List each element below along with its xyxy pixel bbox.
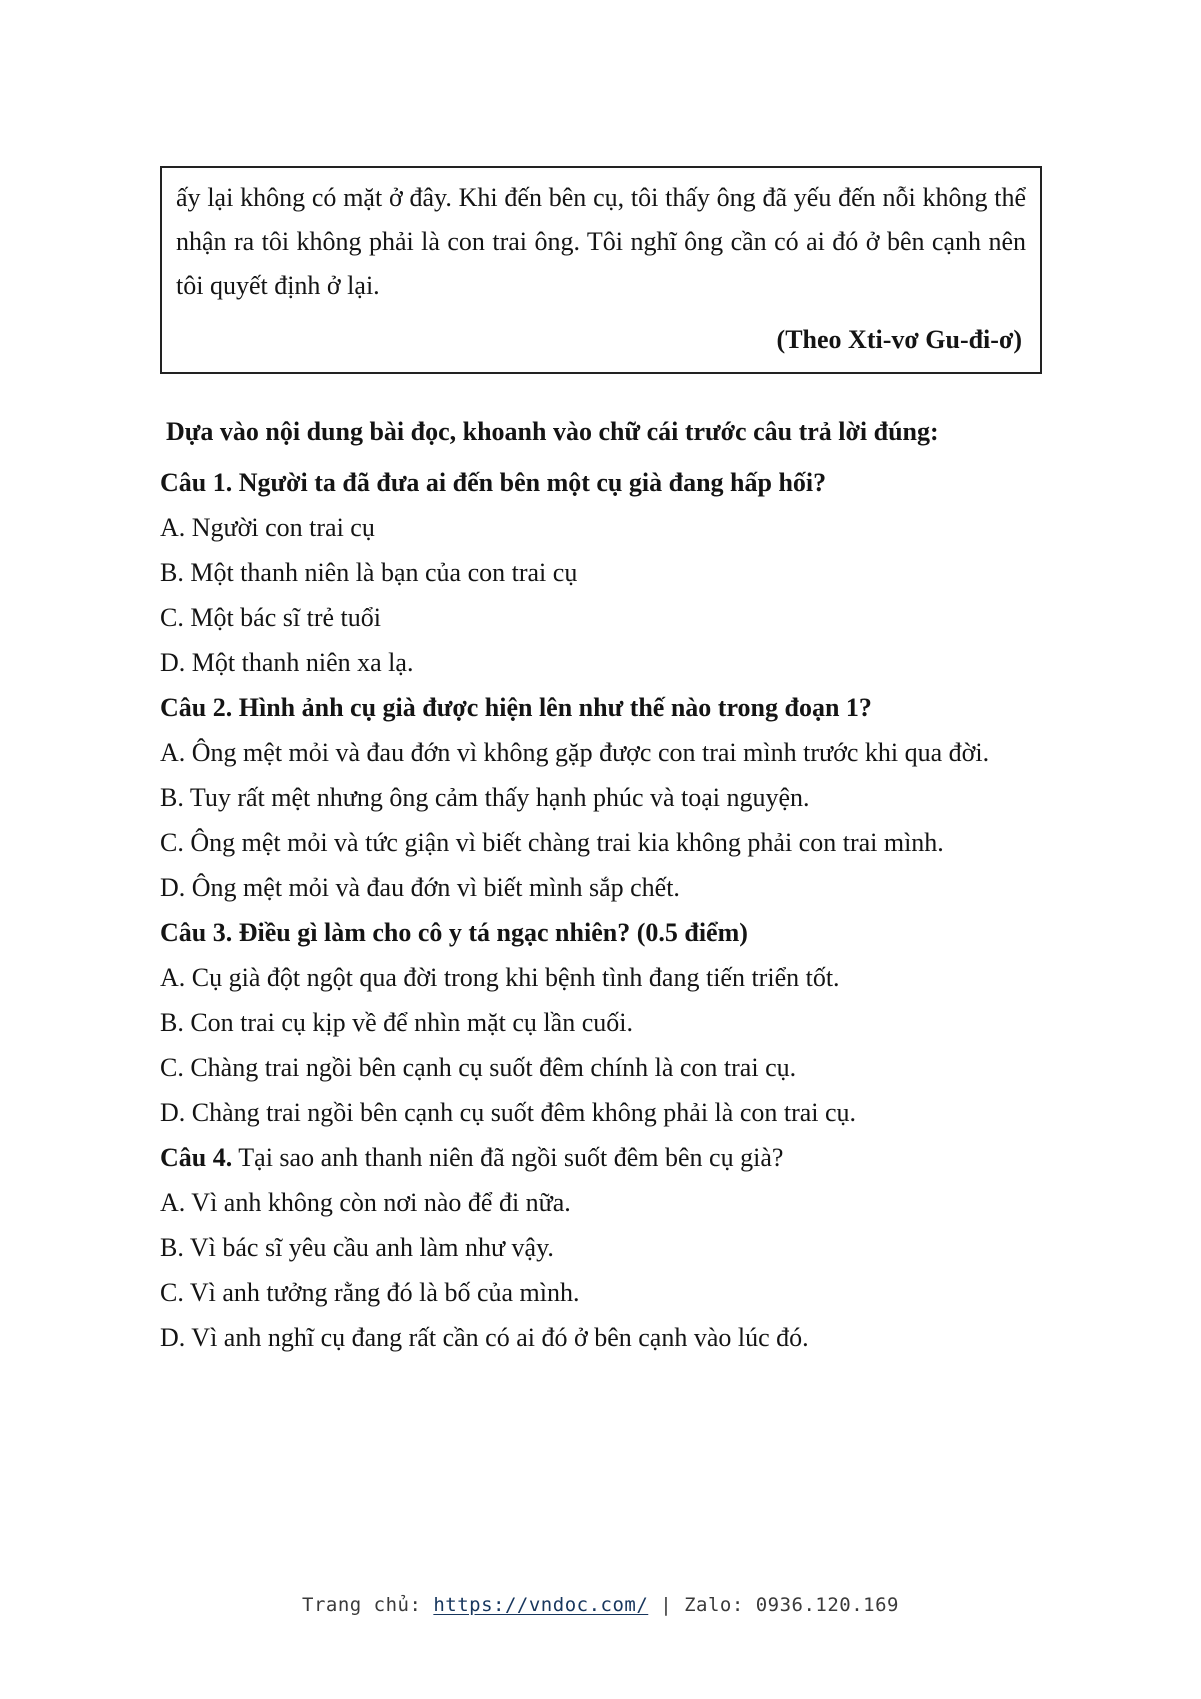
question-heading [160,1135,1042,1180]
passage-box [160,166,1042,374]
question-heading [160,685,1042,730]
question-label: Câu 3. [160,918,233,947]
question-block [160,460,1042,685]
answer-option: C. Một bác sĩ trẻ tuổi [160,603,381,632]
passage-attribution: (Theo Xti-vơ Gu-đi-ơ) [776,325,1022,354]
document-content [160,166,1042,1360]
instruction-text: Dựa vào nội dung bài đọc, khoanh vào chữ cái trước câu trả lời đúng: [166,417,939,446]
answer-option: C. Chàng trai ngồi bên cạnh cụ suốt đêm chính là con trai cụ. [160,1053,797,1082]
footer-zalo-label: | Zalo: 0936.120.169 [648,1594,899,1616]
answer-option: D. Vì anh nghĩ cụ đang rất cần có ai đó ở bên cạnh vào lúc đó. [160,1323,809,1352]
answer-option: C. Vì anh tưởng rằng đó là bố của mình. [160,1278,580,1307]
question-block [160,685,1042,910]
answer-option: A. Cụ già đột ngột qua đời trong khi bệnh tình đang tiến triển tốt. [160,963,840,992]
question-label: Câu 2. [160,693,233,722]
answer-option: D. Một thanh niên xa lạ. [160,648,414,677]
answer-option: D. Ông mệt mỏi và đau đớn vì biết mình sắp chết. [160,873,680,902]
answer-option: B. Con trai cụ kịp về để nhìn mặt cụ lần cuối. [160,1008,633,1037]
answer-option: B. Một thanh niên là bạn của con trai cụ [160,558,578,587]
question-text: Điều gì làm cho cô y tá ngạc nhiên? (0.5 điểm) [232,918,748,947]
footer-home-link[interactable]: https://vndoc.com/ [433,1594,649,1616]
answer-option: B. Vì bác sĩ yêu cầu anh làm như vậy. [160,1233,554,1262]
question-text: Người ta đã đưa ai đến bên một cụ già đang hấp hối? [232,468,827,497]
question-block [160,910,1042,1135]
answer-option: A. Vì anh không còn nơi nào để đi nữa. [160,1188,571,1217]
answer-option: B. Tuy rất mệt nhưng ông cảm thấy hạnh phúc và toại nguyện. [160,783,810,812]
question-label: Câu 1. [160,468,233,497]
answer-option: A. Ông mệt mỏi và đau đớn vì không gặp được con trai mình trước khi qua đời. [160,738,990,767]
question-label: Câu 4. [160,1143,233,1172]
question-heading [160,460,1042,505]
page-footer [0,1594,1201,1616]
answer-option: D. Chàng trai ngồi bên cạnh cụ suốt đêm không phải là con trai cụ. [160,1098,857,1127]
passage-text: ấy lại không có mặt ở đây. Khi đến bên cụ, tôi thấy ông đã yếu đến nỗi không thể nhận ra tôi không phải là con trai ông. Tôi nghĩ ông cần có ai đó ở bên cạnh nên tôi quyết định ở lại. [176,183,1026,300]
question-block [160,1135,1042,1360]
question-text: Tại sao anh thanh niên đã ngồi suốt đêm bên cụ già? [232,1143,784,1172]
question-heading [160,910,1042,955]
questions-list [160,460,1042,1360]
answer-option: C. Ông mệt mỏi và tức giận vì biết chàng trai kia không phải con trai mình. [160,828,944,857]
footer-home-label: Trang chủ: [302,1594,434,1616]
question-text: Hình ảnh cụ già được hiện lên như thế nào trong đoạn 1? [232,693,872,722]
answer-option: A. Người con trai cụ [160,513,375,542]
